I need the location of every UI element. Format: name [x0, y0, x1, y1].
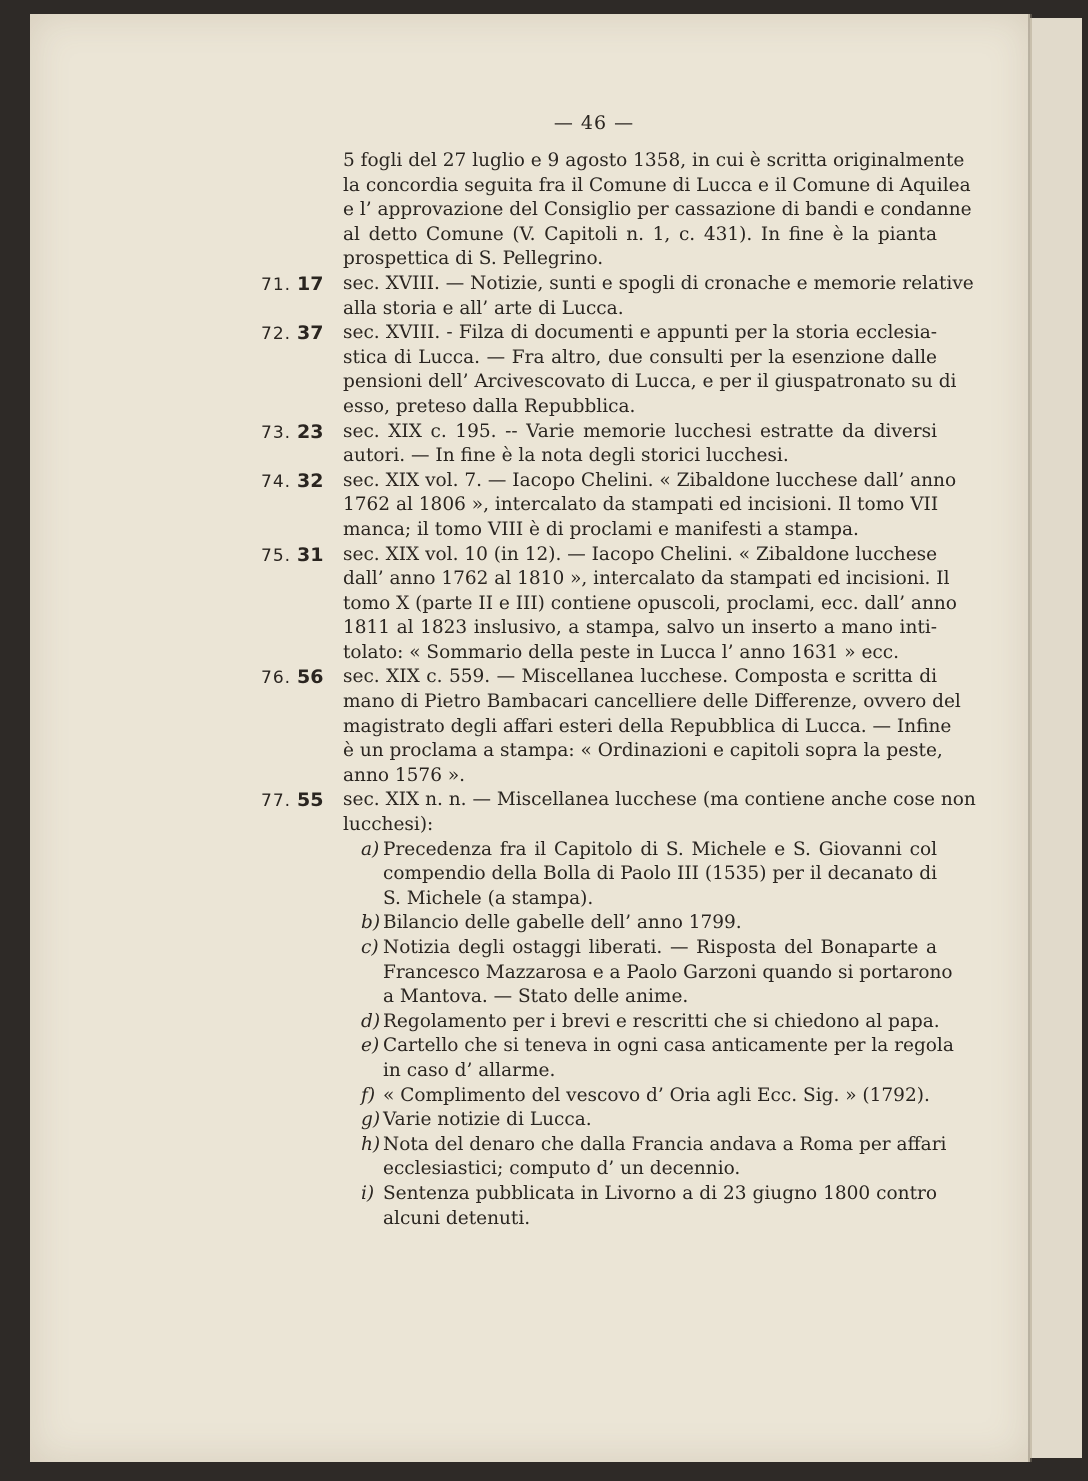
- entry-number: 75.: [261, 545, 292, 566]
- text-line: autori. — In fine è la nota degli storici lucchesi.: [343, 445, 789, 467]
- text-line: Cartello che si teneva in ogni casa anticamente per la regola: [383, 1035, 954, 1057]
- entry-code: 23: [297, 420, 324, 443]
- text-line: prospettica di S. Pellegrino.: [343, 248, 604, 270]
- text-line: compendio della Bolla di Paolo III (1535) per il decanato di: [383, 863, 937, 885]
- text-line: « Complimento del vescovo d’ Oria agli Ecc. Sig. » (1792).: [383, 1084, 930, 1106]
- entry-number: 74.: [261, 471, 292, 492]
- sub-item-label: h): [361, 1133, 381, 1155]
- text-line: in caso d’ allarme.: [383, 1059, 556, 1081]
- text-line: Francesco Mazzarosa e a Paolo Garzoni quando si portarono: [383, 961, 953, 983]
- text-line: la concordia seguita fra il Comune di Lucca e il Comune di Aquilea: [343, 174, 971, 196]
- text-line: a Mantova. — Stato delle anime.: [383, 986, 689, 1008]
- text-line: 1811 al 1823 inslusivo, a stampa, salvo un inserto a mano inti-: [343, 617, 937, 639]
- text-line: sec. XIX vol. 7. — Iacopo Chelini. « Zibaldone lucchese dall’ anno: [343, 469, 957, 491]
- entry-number: 72.: [261, 324, 292, 345]
- sub-item: [343, 1034, 954, 1083]
- text-line: sec. XIX c. 559. — Miscellanea lucchese. Composta e scritta di: [343, 666, 937, 688]
- sub-item-label: a): [361, 838, 380, 860]
- text-line: dall’ anno 1762 al 1810 », intercalato da stampati ed incisioni. Il: [343, 568, 950, 590]
- entry-number: 76.: [261, 668, 292, 689]
- sub-item-label: g): [361, 1109, 381, 1131]
- text-line: S. Michele (a stampa).: [383, 887, 594, 909]
- sub-item-label: b): [361, 912, 381, 934]
- catalog-entry: [261, 665, 961, 788]
- sub-item: [343, 1133, 947, 1182]
- sub-item-label: e): [361, 1035, 380, 1057]
- intro-paragraph: [343, 149, 972, 272]
- facing-page-edge: [1030, 18, 1082, 1458]
- sub-item: [343, 1084, 937, 1109]
- text-line: sec. XIX c. 195. -- Varie memorie lucchesi estratte da diversi: [343, 420, 937, 442]
- text-line: Varie notizie di Lucca.: [383, 1109, 592, 1131]
- text-line: lucchesi):: [343, 814, 434, 836]
- text-line: pensioni dell’ Arcivescovato di Lucca, e per il giuspatronato su di: [343, 371, 957, 393]
- text-line: tolato: « Sommario della peste in Lucca l’ anno 1631 » ecc.: [343, 641, 900, 663]
- entry-number: 73.: [261, 422, 292, 443]
- text-line: e l’ approvazione del Consiglio per cassazione di bandi e condanne: [343, 199, 972, 221]
- text-line: 1762 al 1806 », intercalato da stampati ed incisioni. Il tomo VII: [343, 494, 939, 516]
- text-line: ecclesiastici; computo d’ un decennio.: [383, 1158, 741, 1180]
- entry-code: 56: [297, 666, 324, 689]
- text-line: 5 fogli del 27 luglio e 9 agosto 1358, in cui è scritta originalmente: [343, 150, 965, 171]
- text-line: magistrato degli affari esteri della Repubblica di Lucca. — Infine: [343, 715, 952, 737]
- catalog-entry: [261, 469, 957, 543]
- text-line: al detto Comune (V. Capitoli n. 1, c. 431). In fine è la pianta: [343, 223, 937, 245]
- document-body: [261, 149, 976, 1231]
- entry-code: 17: [297, 272, 324, 295]
- catalog-entry: [261, 788, 976, 837]
- catalog-entry: [261, 543, 957, 666]
- text-line: stica di Lucca. — Fra altro, due consulti per la esenzione dalle: [343, 346, 937, 368]
- text-line: esso, preteso dalla Repubblica.: [343, 395, 636, 417]
- text-line: Bilancio delle gabelle dell’ anno 1799.: [383, 912, 742, 934]
- sub-item-label: f): [361, 1084, 376, 1106]
- text-line: manca; il tomo VIII è di proclami e manifesti a stampa.: [343, 518, 859, 540]
- sub-item: [343, 838, 937, 912]
- catalog-entry: [261, 321, 957, 419]
- sub-item: [343, 1010, 940, 1035]
- text-line: alcuni detenuti.: [383, 1207, 531, 1229]
- text-line: sec. XVIII. - Filza di documenti e appunti per la storia ecclesia-: [343, 322, 937, 344]
- sub-item-label: d): [361, 1010, 381, 1032]
- sub-item: [343, 1182, 937, 1231]
- text-line: tomo X (parte II e III) contiene opuscoli, proclami, ecc. dall’ anno: [343, 592, 957, 614]
- text-line: Regolamento per i brevi e rescritti che si chiedono al papa.: [383, 1010, 940, 1032]
- text-line: Sentenza pubblicata in Livorno a di 23 giugno 1800 contro: [383, 1182, 937, 1204]
- sub-item: [343, 936, 953, 1010]
- text-line: è un proclama a stampa: « Ordinazioni e capitoli sopra la peste,: [343, 740, 943, 762]
- sub-item: [343, 911, 937, 936]
- text-line: sec. XIX vol. 10 (in 12). — Iacopo Chelini. « Zibaldone lucchese: [343, 543, 938, 565]
- sub-item-label: i): [361, 1182, 375, 1204]
- entry-code: 32: [297, 469, 324, 492]
- page-number: — 46 —: [553, 112, 635, 134]
- entry-code: 31: [297, 543, 324, 566]
- catalog-entry: [261, 272, 974, 321]
- text-line: mano di Pietro Bambacari cancelliere delle Differenze, ovvero del: [343, 691, 961, 713]
- entry-number: 71.: [261, 274, 292, 295]
- sub-item: [343, 1108, 937, 1133]
- sub-item-label: c): [361, 937, 379, 958]
- entry-number: 77.: [261, 791, 292, 812]
- text-line: Nota del denaro che dalla Francia andava a Roma per affari: [383, 1133, 947, 1155]
- entry-code: 37: [297, 322, 324, 345]
- entry-code: 55: [297, 789, 324, 812]
- text-line: sec. XIX n. n. — Miscellanea lucchese (ma contiene anche cose non: [343, 789, 976, 811]
- text-line: Notizia degli ostaggi liberati. — Risposta del Bonaparte a: [383, 937, 937, 958]
- text-line: alla storia e all’ arte di Lucca.: [343, 297, 624, 319]
- catalog-entry: [261, 420, 937, 469]
- text-line: Precedenza fra il Capitolo di S. Michele e S. Giovanni col: [383, 838, 937, 860]
- text-line: anno 1576 ».: [343, 764, 466, 786]
- text-line: sec. XVIII. — Notizie, sunti e spogli di cronache e memorie relative: [343, 272, 974, 294]
